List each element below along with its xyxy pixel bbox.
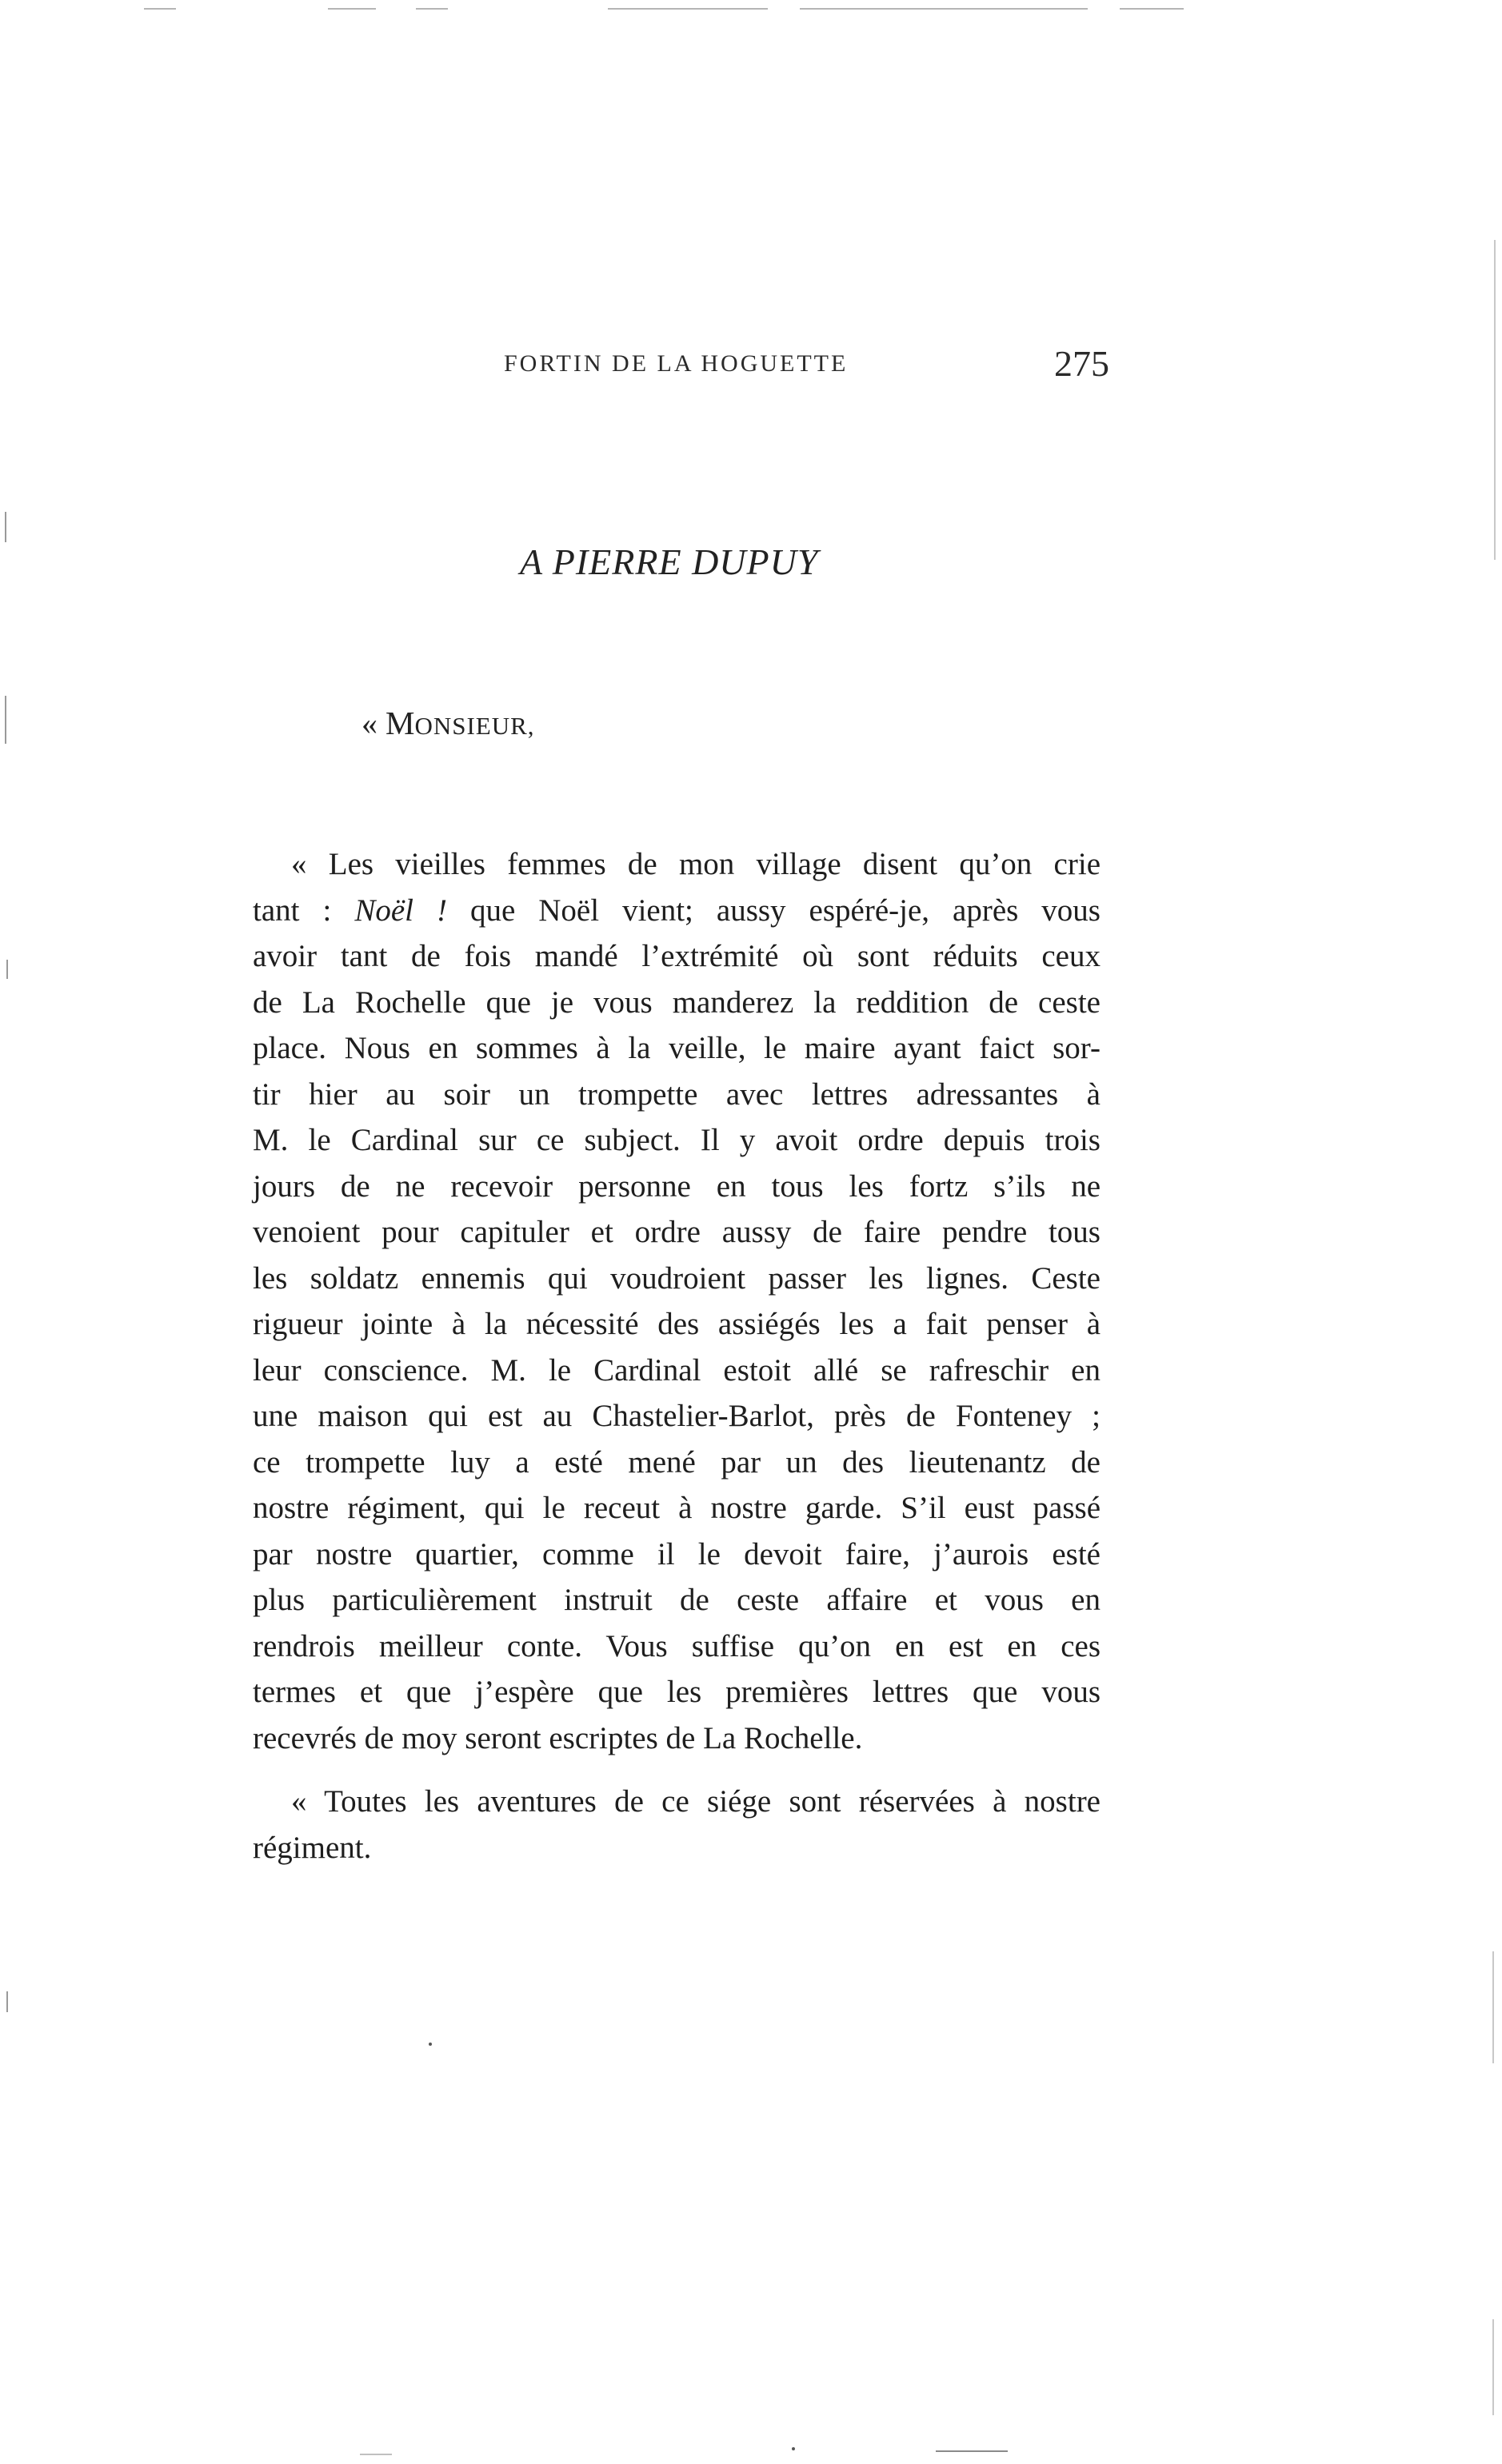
- salutation: [362, 704, 535, 742]
- scan-edge-mark: [1492, 2319, 1494, 2415]
- letter-body: [253, 841, 1101, 1871]
- running-header: FORTIN DE LA HOGUETTE: [504, 350, 849, 377]
- salutation-quote: «: [362, 705, 385, 741]
- scan-edge-mark: [1120, 8, 1184, 10]
- scan-edge-mark: [800, 8, 1088, 10]
- text-line: leur conscience. M. le Cardinal estoit allé se rafreschir en: [253, 1352, 1101, 1388]
- text-line: « Les vieilles femmes de mon village disent qu’on crie: [291, 847, 1101, 881]
- text-line: rendrois meilleur conte. Vous suffise qu’on en est en ces: [253, 1628, 1101, 1663]
- scan-speck: [429, 2043, 432, 2046]
- text-line: termes et que j’espère que les premières lettres que vous: [253, 1675, 1101, 1709]
- scan-edge-mark: [416, 8, 448, 10]
- text-line: place. Nous en sommes à la veille, le maire ayant faict sor-: [253, 1031, 1101, 1065]
- scan-edge-mark: [6, 960, 8, 979]
- text-line: M. le Cardinal sur ce subject. Il y avoit ordre depuis trois: [253, 1123, 1101, 1157]
- text-line: plus particulièrement instruit de ceste affaire et vous en: [253, 1583, 1101, 1617]
- paragraph-1: [253, 841, 1101, 1761]
- salutation-initial: M: [385, 705, 415, 741]
- scan-edge-mark: [1494, 240, 1496, 560]
- scan-edge-mark: [5, 696, 6, 744]
- text-line: venoient pour capituler et ordre aussy de faire pendre tous: [253, 1215, 1101, 1249]
- text-line: recevrés de moy seront escriptes de La Rochelle.: [253, 1720, 863, 1755]
- scan-edge-mark: [6, 1991, 8, 2012]
- text-line: avoir tant de fois mandé l’extrémité où sont réduits ceux: [253, 939, 1101, 973]
- scan-edge-mark: [144, 8, 176, 10]
- text-line: jours de ne recevoir personne en tous les fortz s’ils ne: [253, 1168, 1101, 1204]
- scan-edge-mark: [328, 8, 376, 10]
- text-line: [253, 888, 1101, 934]
- text-line: ce trompette luy a esté mené par un des lieutenantz de: [253, 1444, 1101, 1480]
- scan-edge-mark: [5, 512, 6, 542]
- text-line: les soldatz ennemis qui voudroient passer les lignes. Ceste: [253, 1260, 1101, 1296]
- letter-title: A PIERRE DUPUY: [520, 541, 819, 582]
- text-line: tir hier au soir un trompette avec lettres adressantes à: [253, 1076, 1101, 1112]
- scan-edge-mark: [608, 8, 768, 10]
- page-number: 275: [1054, 343, 1109, 384]
- scan-edge-mark: [936, 2450, 1008, 2452]
- text-line: rigueur jointe à la nécessité des assiégés les a fait penser à: [253, 1307, 1101, 1341]
- text-line: de La Rochelle que je vous manderez la reddition de ceste: [253, 984, 1101, 1020]
- italic-noel: Noël !: [354, 893, 447, 928]
- text-line: « Toutes les aventures de ce siége sont réservées à nostre: [291, 1784, 1101, 1819]
- scan-edge-mark: [1492, 1951, 1494, 2063]
- salutation-rest: ONSIEUR,: [414, 712, 535, 740]
- scan-speck: [792, 2447, 795, 2450]
- paragraph-2: [253, 1779, 1101, 1871]
- text-line: une maison qui est au Chastelier-Barlot, près de Fonteney ;: [253, 1399, 1101, 1433]
- text-fragment: que Noël vient; aussy espéré-je, après vous: [446, 893, 1101, 928]
- text-line: régiment.: [253, 1830, 372, 1865]
- text-line: nostre régiment, qui le receut à nostre garde. S’il eust passé: [253, 1491, 1101, 1525]
- scan-edge-mark: [360, 2454, 392, 2455]
- text-line: par nostre quartier, comme il le devoit faire, j’aurois esté: [253, 1536, 1101, 1571]
- text-fragment: tant :: [253, 893, 355, 928]
